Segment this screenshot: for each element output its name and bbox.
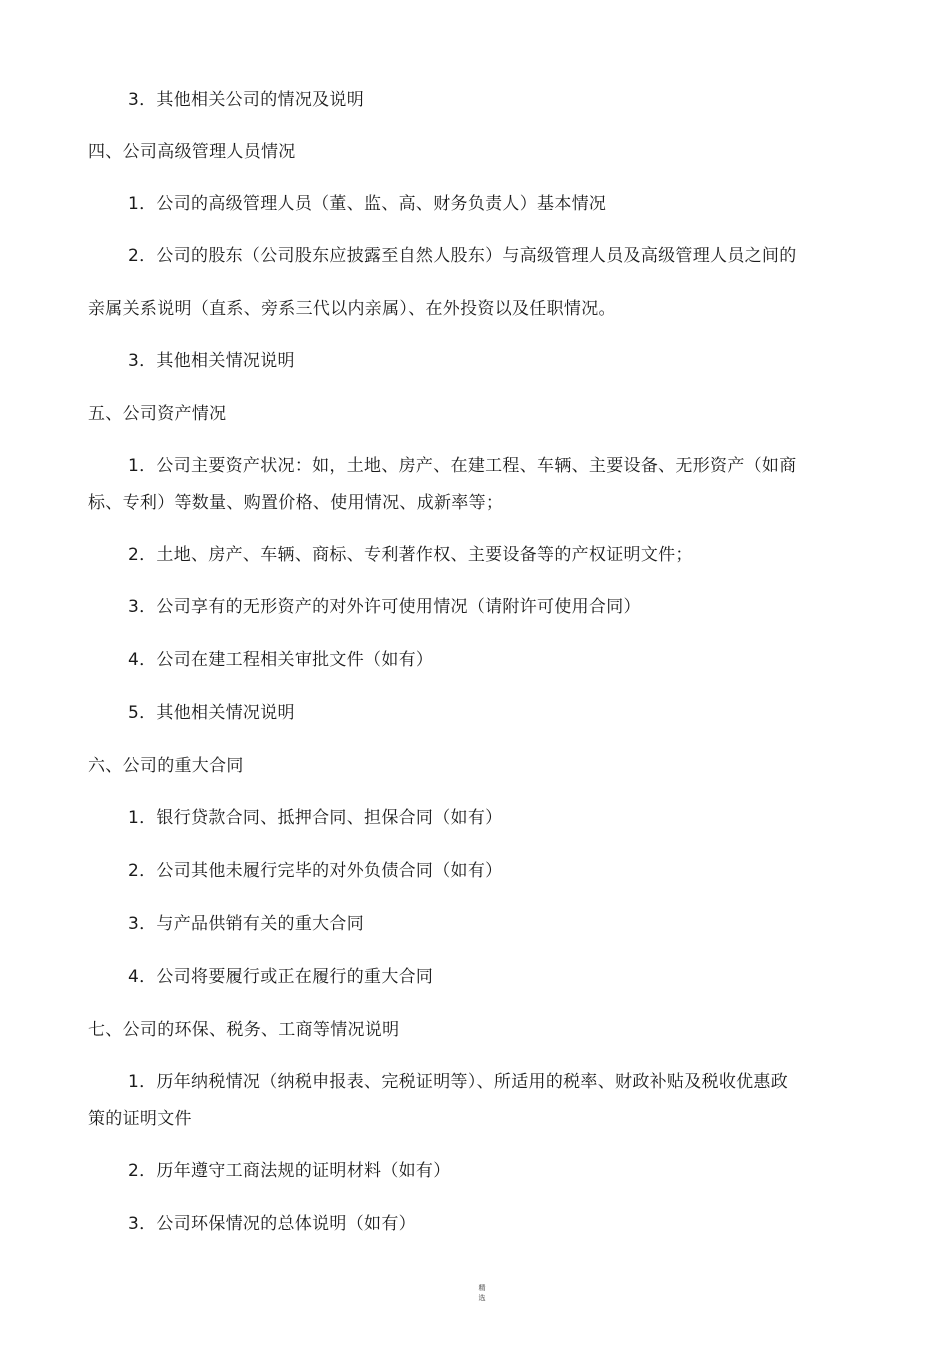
footer-char-2: 选 [478,1294,486,1302]
item-4-2-continuation: 亲属关系说明（直系、旁系三代以内亲属）、在外投资以及任职情况。 [88,299,616,319]
item-5-2: 2．土地、房产、车辆、商标、专利著作权、主要设备等的产权证明文件； [128,545,693,565]
item-5-5: 5．其他相关情况说明 [128,703,295,723]
item-5-1-continuation: 标、专利）等数量、购置价格、使用情况、成新率等； [88,493,504,513]
section-7-heading: 七、公司的环保、税务、工商等情况说明 [88,1020,400,1040]
item-6-3: 3．与产品供销有关的重大合同 [128,914,365,934]
footer-char-1: 精 [478,1284,486,1292]
item-6-1: 1．银行贷款合同、抵押合同、担保合同（如有） [128,808,503,828]
section-5-heading: 五、公司资产情况 [88,404,227,424]
item-5-3: 3．公司享有的无形资产的对外许可使用情况（请附许可使用合同） [128,597,641,617]
item-6-2: 2．公司其他未履行完毕的对外负债合同（如有） [128,861,503,881]
item-7-2: 2．历年遵守工商法规的证明材料（如有） [128,1161,451,1181]
item-6-4: 4．公司将要履行或正在履行的重大合同 [128,967,434,987]
item-5-4: 4．公司在建工程相关审批文件（如有） [128,650,434,670]
item-7-1-continuation: 策的证明文件 [88,1109,192,1129]
item-4-2: 2．公司的股东（公司股东应披露至自然人股东）与高级管理人员及高级管理人员之间的 [128,246,797,266]
item-7-1: 1．历年纳税情况（纳税申报表、完税证明等）、所适用的税率、财政补贴及税收优惠政 [128,1072,789,1092]
section-6-heading: 六、公司的重大合同 [88,756,244,776]
page-footer-mark [470,1283,494,1303]
item-4-3: 3．其他相关情况说明 [128,351,295,371]
item-3-other-companies: 3．其他相关公司的情况及说明 [128,90,365,110]
section-4-heading: 四、公司高级管理人员情况 [88,142,296,162]
item-4-1: 1．公司的高级管理人员（董、监、高、财务负责人）基本情况 [128,194,607,214]
item-5-1: 1．公司主要资产状况：如，土地、房产、在建工程、车辆、主要设备、无形资产（如商 [128,456,797,476]
item-7-3: 3．公司环保情况的总体说明（如有） [128,1214,416,1234]
